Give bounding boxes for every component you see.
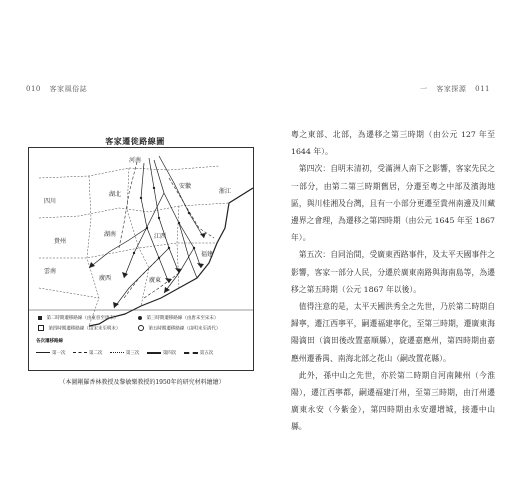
thick-line-icon xyxy=(147,352,161,354)
left-page-header xyxy=(26,84,93,94)
right-chapter-title: 客家探源 xyxy=(436,85,467,93)
legend-item: 第五時期遷移路線（由明末至清代） xyxy=(138,325,220,332)
region-label: 湖北 xyxy=(109,191,122,198)
region-label: 廣東 xyxy=(149,277,162,284)
region-label: 四川 xyxy=(44,198,57,205)
region-label: 河南 xyxy=(129,157,142,164)
thick-dashed-line-icon xyxy=(184,352,198,354)
legend-item: 第三時期遷移路線（由唐末至宋末） xyxy=(138,315,218,321)
legend-dot-icon xyxy=(138,316,142,320)
right-page-number: 011 xyxy=(475,85,490,93)
legend-item: 第二時期遷移路線（由東晉至唐末） xyxy=(38,315,118,321)
dashed-line-icon xyxy=(73,352,87,353)
legend-open-square-icon xyxy=(38,325,44,331)
legend-section-title: 各次遷移路線 xyxy=(36,339,63,344)
right-page-header xyxy=(420,84,496,94)
region-label: 福建 xyxy=(201,251,214,258)
map-title: 客家遷徙路線圖 xyxy=(105,136,165,146)
figure-caption: （本圖剛羅香林教授及黎敏樂教授的1950年的研究材料繪繪） xyxy=(59,379,225,386)
region-label: 湖南 xyxy=(104,231,117,238)
region-label: 廣西 xyxy=(99,275,112,282)
left-page-number: 010 xyxy=(26,85,41,93)
province-boundaries xyxy=(39,166,232,326)
region-label: 江西 xyxy=(154,233,167,240)
route-arrowheads xyxy=(89,233,206,308)
map-legend xyxy=(34,312,246,366)
paragraph: 值得注意的是，太平天國洪秀全之先世，乃於第二時期自歸寧，遷江西寧平，嗣遷福建寧化，至第三時期，遷廣東海陽滴田（滴田後改置嘉順縣），旋遷嘉應州，第四時期由嘉應州遷番禺、南海北部之花山（嗣改置花縣）。 xyxy=(291,302,495,363)
legend-open-circle-icon xyxy=(138,325,144,331)
paragraph: 此外，孫中山之先世，亦於第二時期自河南陳州（今淮陽），遷江西寧都，嗣遷福建汀州，至第三時期，由汀州遷廣東永安（今紫金），第四時期由永安遷增城，接遷中山縣。 xyxy=(291,370,495,432)
paragraph: 第四次：自明末清初，受滿洲人南下之影響，客家先民之一部分，由第二第三時期舊居，分遷至粵之中部及濱海地區，與川桂湘及台灣，且有一小部分更遷至貴州南邊及川藏邊界之會理，為遷移之第四時期（由公元 1645 年至 1867 年）。 xyxy=(291,164,495,243)
solid-line-icon xyxy=(36,352,50,353)
legend-line-row: 第一次 第二次 第三次 第四次 第五次 xyxy=(36,350,213,356)
region-label: 貴州 xyxy=(54,238,67,245)
left-book-title: 客家風俗誌 xyxy=(49,85,88,93)
header-dash: 一 xyxy=(420,85,428,93)
legend-square-icon xyxy=(38,316,42,320)
region-label: 浙江 xyxy=(219,188,232,195)
body-text xyxy=(291,126,495,436)
legend-item: 第四時期遷移路線（由宋末至明末） xyxy=(38,325,120,332)
city-markers xyxy=(133,187,195,259)
paragraph: 粵之東部、北部，為遷移之第三時期（由公元 127 年至 1644 年）。 xyxy=(291,130,495,157)
paragraph: 第五次：自同治間，受廣東西路事件，及太平天國事件之影響，客家一部分人民，分遷於廣東南路與海南島等，為遷移之第五時期（公元 1867 年以後）。 xyxy=(291,250,495,294)
region-label: 雲南 xyxy=(44,268,57,275)
region-label: 安徽 xyxy=(179,183,192,190)
dotted-line-icon xyxy=(110,352,124,353)
